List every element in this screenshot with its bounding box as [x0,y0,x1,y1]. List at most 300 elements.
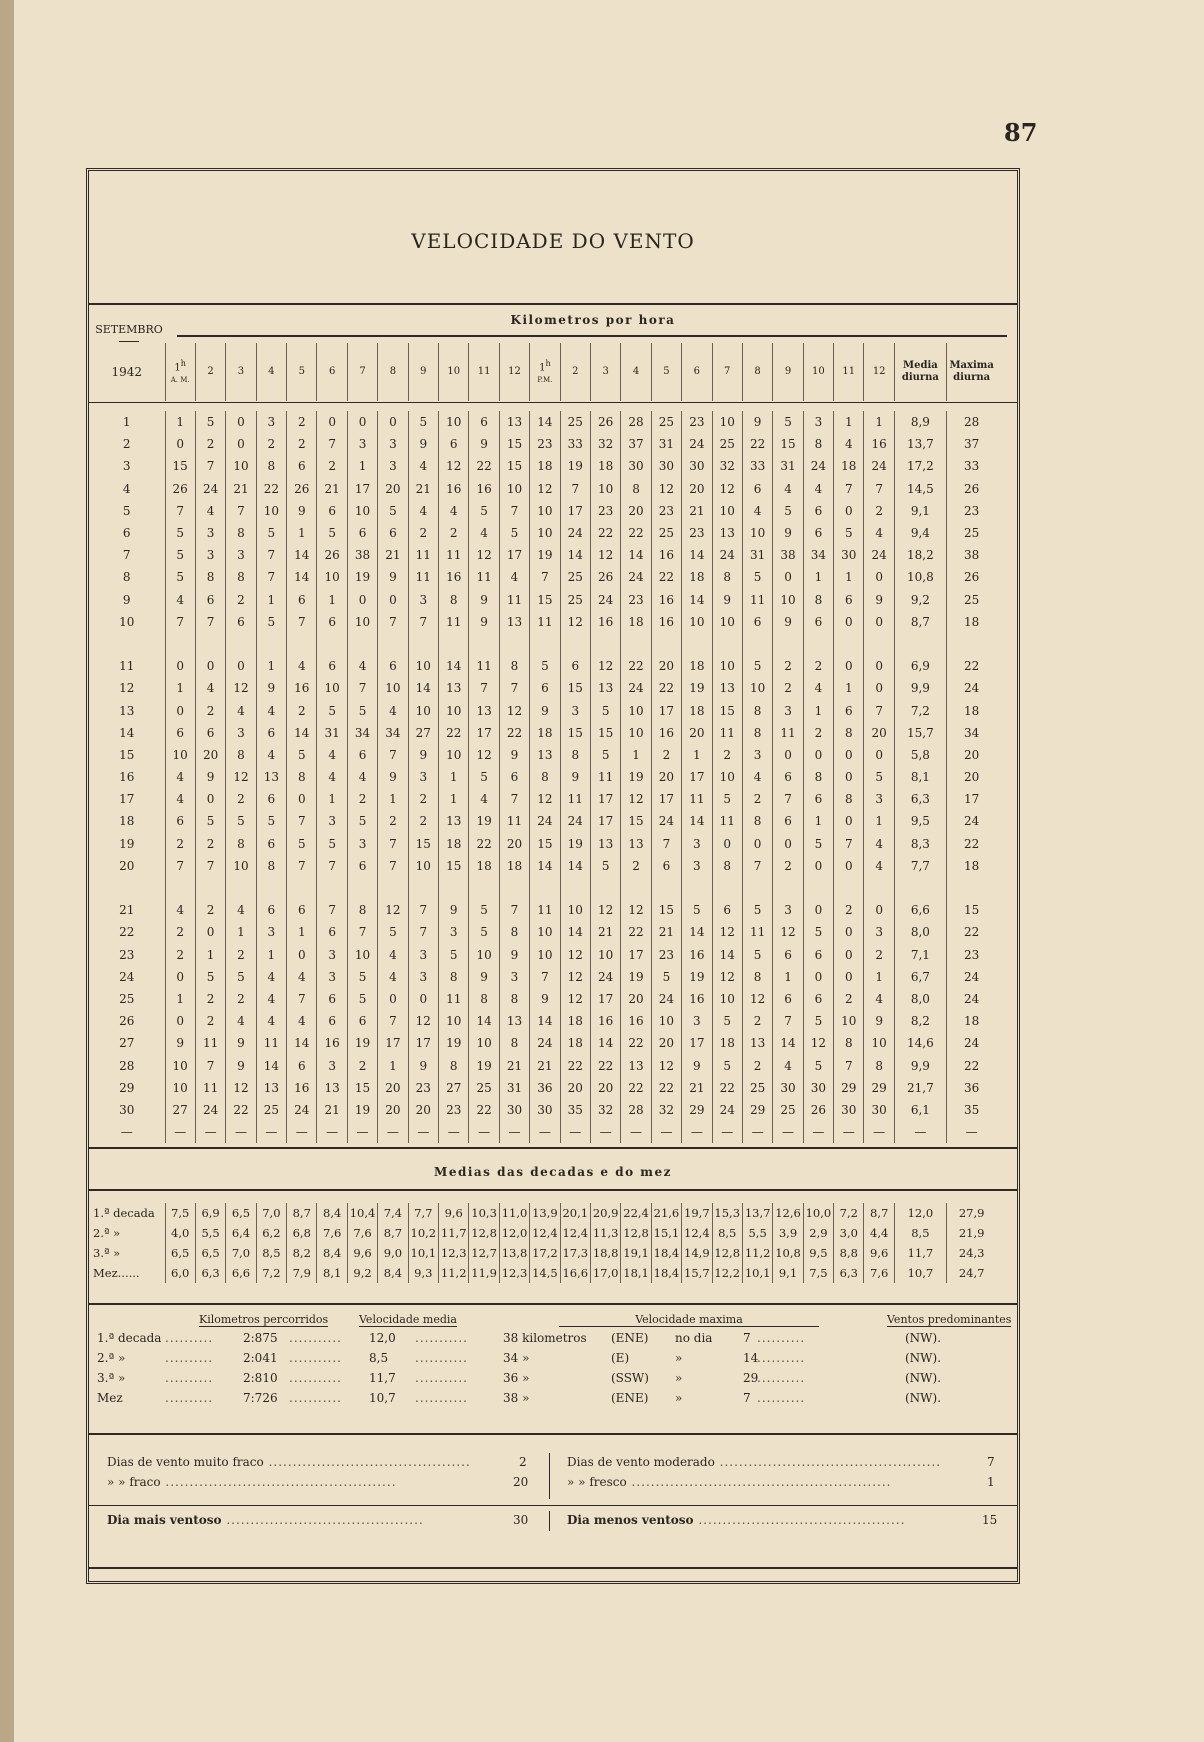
summary-label: Mez [97,1391,123,1405]
hour-cell: 19 [530,544,560,566]
means-title: Medias das decadas e do mez [434,1165,672,1179]
means-cell: 6,2 [256,1223,286,1243]
day-cell: 14 [119,725,135,740]
hour-cell: 24 [560,522,590,544]
hour-cell: 4 [864,522,894,544]
hour-cell: 25 [651,522,681,544]
hour-cell: 10 [408,699,438,721]
hour-cell: 7 [378,1010,408,1032]
hour-cell: 7 [378,611,408,633]
hour-cell: 13 [439,810,469,832]
summary-vel: 11,7 [369,1371,396,1385]
hour-cell: 2 [347,1054,377,1076]
means-cell: 12,4 [560,1223,590,1243]
hour-cell: 5 [256,611,286,633]
hour-cell: 14 [560,544,590,566]
hour-cell: 10 [621,722,651,744]
means-cell: 3,9 [773,1223,803,1243]
hour-cell: 8 [256,855,286,877]
hour-cell: 21 [226,478,256,500]
summary-vmax: 36 » [503,1371,530,1385]
hour-cell: 24 [560,810,590,832]
hour-header: 2 [195,343,225,401]
stats-rule [89,1505,1017,1506]
hour-cell: 30 [834,1099,864,1121]
hour-cell: 32 [651,1099,681,1121]
hour-cell: 9 [773,611,803,633]
hour-cell: 9 [408,744,438,766]
hour-cell: 14 [560,921,590,943]
hour-cell: 3 [347,833,377,855]
hour-cell: 10 [256,500,286,522]
hour-cell: 3 [195,544,225,566]
page-number: 87 [1004,118,1038,147]
max-cell: 20 [946,766,996,788]
hour-cell: 16 [621,1010,651,1032]
hour-cell: 1 [864,966,894,988]
hour-cell: 1 [195,944,225,966]
hour-cell: 5 [469,921,499,943]
hour-cell: 32 [590,433,620,455]
hour-cell: 25 [560,589,590,611]
stat-mais-ventoso: Dia mais ventoso ......................................... [107,1513,424,1527]
means-cell: 21,6 [651,1203,681,1223]
hour-cell: 5 [317,833,347,855]
hour-cell: 5 [803,1010,833,1032]
day-cell: 21 [119,903,135,918]
hour-cell: 4 [408,455,438,477]
hour-cell: 18 [469,855,499,877]
hour-cell: 5 [469,500,499,522]
hour-cell: 17 [590,988,620,1010]
hour-cell: 2 [834,899,864,921]
leader-dots: ........... [415,1371,468,1385]
hour-cell: 1 [317,788,347,810]
hour-cell: 6 [317,921,347,943]
hour-cell: 18 [834,455,864,477]
hour-cell: 11 [742,921,772,943]
title-rule [89,303,1017,305]
hour-cell: 6 [803,611,833,633]
means-cell: 4,4 [864,1223,894,1243]
hour-cell: 3 [408,944,438,966]
hour-cell: 16 [651,544,681,566]
means-cell: 8,8 [834,1243,864,1263]
hour-cell: 17 [469,722,499,744]
hour-cell: 6 [803,788,833,810]
means-cell: 14,9 [682,1243,712,1263]
max-cell: 22 [946,833,996,855]
means-label: Mez...... [93,1266,140,1280]
hour-cell: 11 [712,810,742,832]
day-cell: 30 [119,1102,135,1117]
hour-cell: 11 [590,766,620,788]
means-row [89,1203,996,1223]
day-cell: 1 [122,415,131,430]
means-cell: 6,3 [195,1263,225,1283]
hour-cell: 1 [317,589,347,611]
hour-cell: 16 [469,478,499,500]
means-rule [89,1189,1017,1191]
hour-cell: 10 [347,611,377,633]
hour-cell: 10 [651,1010,681,1032]
hour-cell: 7 [499,677,529,699]
hour-cell: 4 [256,988,286,1010]
hour-cell: 7 [378,855,408,877]
hour-cell: 14 [682,544,712,566]
hour-cell: 5 [195,966,225,988]
hour-cell: 7 [378,833,408,855]
hour-cell: 5 [864,766,894,788]
hour-cell: 3 [803,411,833,433]
hour-cell: 13 [317,1077,347,1099]
hour-cell: 8 [287,766,317,788]
hour-cell: 8 [226,522,256,544]
summary-vento: (NW). [905,1391,942,1405]
table-row [89,833,996,855]
hour-cell: 5 [803,833,833,855]
means-top-rule [89,1147,1017,1149]
hour-cell: 19 [347,1032,377,1054]
hour-cell: 3 [317,944,347,966]
stat-fraco-value: 20 [513,1475,529,1489]
means-cell: 18,4 [651,1263,681,1283]
media-cell: 10,8 [894,566,946,588]
hour-cell: 19 [560,833,590,855]
max-cell: 23 [946,500,996,522]
hour-cell: 4 [165,766,195,788]
day-cell: 29 [119,1080,135,1095]
day-cell: 25 [119,991,135,1006]
hour-cell: 17 [560,500,590,522]
hour-cell: 22 [621,522,651,544]
hour-cell: 5 [287,833,317,855]
hour-cell: 4 [469,522,499,544]
media-cell: 7,2 [894,699,946,721]
hour-cell: 5 [226,810,256,832]
means-cell: 20,9 [590,1203,620,1223]
hour-cell: 8 [742,699,772,721]
hour-cell: 15 [530,833,560,855]
hour-cell: 16 [651,611,681,633]
hour-cell: 8 [803,433,833,455]
hour-cell: 10 [834,1010,864,1032]
hour-cell: 12 [560,988,590,1010]
hour-cell: 18 [439,833,469,855]
table-row [89,500,996,522]
hour-cell: 2 [408,788,438,810]
summary-dir: (E) [611,1351,630,1365]
hour-cell: 31 [742,544,772,566]
hour-cell: 12 [439,455,469,477]
hour-cell: 8 [742,810,772,832]
hour-cell: 23 [621,589,651,611]
hour-cell: 1 [165,677,195,699]
hour-cell: 21 [317,478,347,500]
day-cell: 10 [119,614,135,629]
hour-cell: 10 [682,611,712,633]
means-cell: 9,6 [347,1243,377,1263]
hour-cell: 9 [287,500,317,522]
summary-dir: (ENE) [611,1391,649,1405]
hour-cell: 15 [165,455,195,477]
hour-cell: 34 [378,722,408,744]
hour-cell: 2 [195,1010,225,1032]
hour-cell: 5 [712,788,742,810]
max-cell: 24 [946,966,996,988]
hour-cell: 30 [834,544,864,566]
hour-cell: 9 [408,433,438,455]
hour-cell: 7 [408,921,438,943]
hour-header: 6 [317,343,347,401]
day-cell: 15 [119,747,135,762]
hour-header: 12 [499,343,529,401]
hour-cell: 5 [590,699,620,721]
hour-cell: 7 [773,788,803,810]
means-cell: 8,4 [378,1263,408,1283]
hour-cell: 12 [803,1032,833,1054]
hour-cell: 10 [530,500,560,522]
hour-cell: 4 [226,899,256,921]
summary-km: 2:875 [243,1331,278,1345]
hour-cell: 3 [408,766,438,788]
media-cell: 7,1 [894,944,946,966]
hour-cell: 0 [287,788,317,810]
hour-cell: 7 [773,1010,803,1032]
day-cell: 24 [119,969,135,984]
hour-cell: 1 [864,411,894,433]
hour-cell: 23 [651,944,681,966]
table-row [89,566,996,588]
hour-cell: 12 [651,478,681,500]
hour-cell: 4 [165,899,195,921]
hour-cell: 0 [773,744,803,766]
hour-cell: 19 [347,566,377,588]
table-row [89,766,996,788]
hour-cell: 0 [864,566,894,588]
hour-cell: 18 [621,611,651,633]
hour-cell: 1 [864,810,894,832]
hour-cell: 2 [195,988,225,1010]
max-cell: 25 [946,522,996,544]
hour-cell: 2 [226,988,256,1010]
hour-cell: 20 [560,1077,590,1099]
hour-cell: 16 [590,611,620,633]
media-cell: 8,7 [894,611,946,633]
hour-cell: 2 [621,855,651,877]
means-cell: 7,4 [378,1203,408,1223]
media-cell: 14,6 [894,1032,946,1054]
hour-cell: 6 [165,722,195,744]
hour-cell: 6 [256,833,286,855]
hour-cell: 8 [530,766,560,788]
hour-cell: 6 [256,899,286,921]
hour-cell: 14 [439,655,469,677]
hour-cell: 9 [256,677,286,699]
hour-cell: 8 [712,566,742,588]
summary-km: 7:726 [243,1391,278,1405]
summary-dia-label: » [675,1391,683,1405]
hour-cell: 10 [712,988,742,1010]
hour-cell: 10 [712,411,742,433]
media-cell: 15,7 [894,722,946,744]
hour-cell: 3 [773,699,803,721]
hour-cell: 3 [742,744,772,766]
stats-top-rule [89,1433,1017,1435]
day-cell: 2 [122,437,131,452]
max-cell: 35 [946,1099,996,1121]
hour-cell: 4 [256,699,286,721]
hour-cell: 12 [226,1077,256,1099]
hour-header: 4 [256,343,286,401]
hour-cell: 17 [621,944,651,966]
hour-cell: 34 [803,544,833,566]
hour-cell: 19 [347,1099,377,1121]
table-row [89,1099,996,1121]
hour-cell: 22 [651,677,681,699]
hour-cell: 5 [590,744,620,766]
max-cell: 22 [946,921,996,943]
media-cell: 6,6 [894,899,946,921]
hour-cell: 13 [621,833,651,855]
hour-cell: 15 [499,455,529,477]
means-cell: 11,2 [742,1243,772,1263]
stat-mais-ventoso-value: 30 [513,1513,529,1527]
table-row [89,699,996,721]
hour-header: 3 [226,343,256,401]
hour-cell: 2 [864,944,894,966]
hour-cell: 12 [226,677,256,699]
hour-cell: 7 [317,899,347,921]
hour-cell: 1 [682,744,712,766]
hour-cell: 11 [439,611,469,633]
hour-cell: 3 [317,966,347,988]
hour-cell: 14 [560,855,590,877]
means-label: 2.ª » [93,1226,121,1240]
table-row [89,966,996,988]
hour-cell: 4 [773,1054,803,1076]
hour-cell: 8 [742,722,772,744]
means-cell: 9,6 [439,1203,469,1223]
hour-cell: 10 [317,566,347,588]
hour-cell: 2 [195,899,225,921]
hour-cell: 7 [256,544,286,566]
hour-cell: 13 [499,1010,529,1032]
hour-cell: 10 [317,677,347,699]
hour-cell: 6 [165,810,195,832]
hour-cell: 2 [317,455,347,477]
leader-dots: ........... [415,1331,468,1345]
hour-cell: 13 [256,766,286,788]
hour-cell: 6 [317,988,347,1010]
means-cell: 15,3 [712,1203,742,1223]
max-cell: 24 [946,1032,996,1054]
hour-cell: 20 [590,1077,620,1099]
day-cell: 8 [122,570,131,585]
hour-cell: 0 [773,833,803,855]
hour-cell: 4 [256,744,286,766]
media-cell: 6,3 [894,788,946,810]
hour-cell: 19 [682,966,712,988]
hour-cell: 12 [590,544,620,566]
hour-cell: 10 [499,478,529,500]
hour-cell: 0 [834,500,864,522]
means-cell: 8,7 [378,1223,408,1243]
hour-cell: 9 [530,699,560,721]
max-cell: 24 [946,988,996,1010]
hour-cell: 31 [651,433,681,455]
hour-cell: 11 [742,589,772,611]
leader-dots: ........... [415,1391,468,1405]
means-cell: 9,3 [408,1263,438,1283]
hour-cell: 4 [287,1010,317,1032]
hour-cell: 1 [256,655,286,677]
hour-cell: 18 [682,566,712,588]
hour-cell: 9 [195,766,225,788]
hour-cell: 2 [287,433,317,455]
hour-cell: 6 [439,433,469,455]
media-cell: 9,2 [894,589,946,611]
means-cell: 3,0 [834,1223,864,1243]
means-cell: 11,9 [469,1263,499,1283]
hour-cell: 18 [530,455,560,477]
hour-cell: 14 [682,589,712,611]
hour-cell: 3 [682,833,712,855]
hour-cell: 7 [287,611,317,633]
hour-cell: 4 [439,500,469,522]
max-cell: 17 [946,788,996,810]
hour-cell: 7 [530,966,560,988]
hour-cell: 26 [317,544,347,566]
hour-cell: 6 [773,988,803,1010]
hour-cell: 8 [439,1054,469,1076]
hour-cell: 3 [560,699,590,721]
hour-cell: 33 [742,455,772,477]
hour-cell: 4 [469,788,499,810]
hour-cell: 15 [651,899,681,921]
means-cell: 11,2 [439,1263,469,1283]
hour-cell: 12 [621,899,651,921]
hour-cell: 17 [499,544,529,566]
means-cell: 18,1 [621,1263,651,1283]
hour-cell: 17 [408,1032,438,1054]
hour-cell: 10 [439,744,469,766]
media-cell: 8,0 [894,921,946,943]
hour-cell: 6 [834,589,864,611]
max-cell: 22 [946,655,996,677]
hour-cell: 10 [742,677,772,699]
hour-cell: 7 [347,921,377,943]
hour-cell: 21 [378,544,408,566]
hour-cell: 5 [590,855,620,877]
hour-cell: 6 [287,1054,317,1076]
hour-cell: 14 [682,810,712,832]
hour-cell: 5 [712,1010,742,1032]
means-cell: 14,5 [530,1263,560,1283]
hour-cell: 4 [378,699,408,721]
hour-cell: 6 [347,522,377,544]
means-cell: 12,2 [712,1263,742,1283]
day-cell: 7 [122,548,131,563]
means-cell: 17,0 [590,1263,620,1283]
max-cell: 23 [946,944,996,966]
hour-cell: 4 [378,944,408,966]
hour-cell: 7 [317,855,347,877]
leader-dots: .......... [165,1351,214,1365]
hour-cell: 2 [347,788,377,810]
stat-menos-ventoso: Dia menos ventoso ........................................... [567,1513,906,1527]
max-cell: 34 [946,722,996,744]
